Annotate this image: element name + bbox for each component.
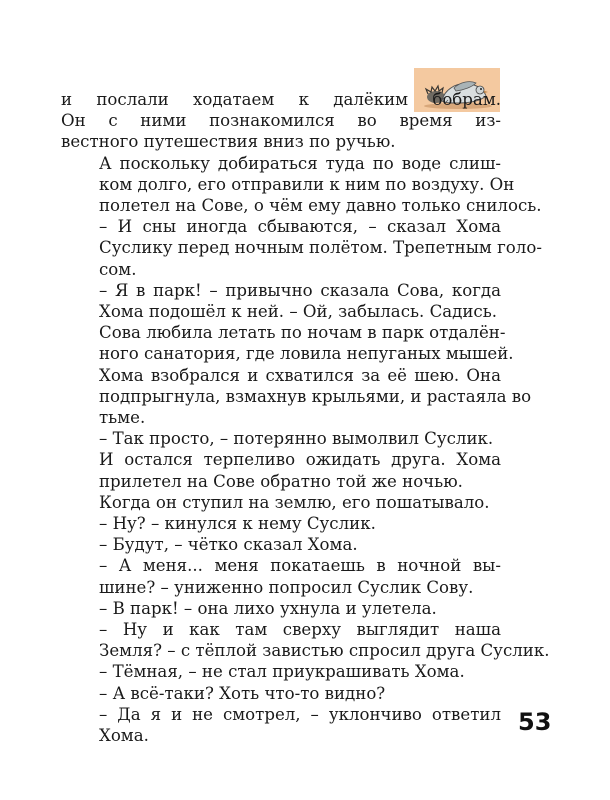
text-line: тьме. [99, 408, 146, 428]
paragraph [61, 683, 501, 704]
text-line: Хома взобрался и схватился за её шею. Она [99, 365, 501, 385]
text-line: подпрыгнула, взмахнув крыльями, и растаяла во [99, 386, 532, 406]
text-line: Он с ними познакомился во время из- [61, 111, 501, 131]
text-line: А поскольку добираться туда по воде слиш- [99, 153, 501, 173]
text-line: Сова любила летать по ночам в парк отдалён- [99, 323, 506, 343]
text-line: И остался терпеливо ожидать друга. Хома [99, 450, 501, 470]
paragraph [61, 449, 501, 491]
text-line: прилетел на Сове обратно той же ночью. [99, 471, 463, 491]
paragraph [61, 619, 550, 661]
text-line: Земля? – с тёплой завистью спросил друга Суслик. [99, 641, 550, 661]
paragraph [61, 153, 542, 217]
text-line: – Ну? – кинулся к нему Суслик. [99, 514, 376, 534]
text-line: – А меня... меня покатаешь в ночной вы- [99, 556, 501, 576]
text-line: – Да я и не смотрел, – уклончиво ответил [99, 704, 501, 724]
paragraph [61, 365, 532, 429]
paragraph [61, 704, 501, 746]
text-line: – Я в парк! – привычно сказала Сова, когда [99, 280, 501, 300]
text-line: – Так просто, – потерянно вымолвил Суслик. [99, 429, 494, 449]
paragraph [61, 492, 501, 513]
paragraph [61, 534, 501, 555]
paragraph [61, 555, 501, 597]
paragraph [61, 513, 501, 534]
text-line: Когда он ступил на землю, его пошатывало. [99, 492, 490, 512]
paragraph [61, 322, 514, 364]
text-line: – Будут, – чётко сказал Хома. [99, 535, 358, 555]
text-line: шине? – униженно попросил Суслик Сову. [99, 577, 474, 597]
paragraph [61, 598, 501, 619]
text-line: сом. [99, 259, 137, 279]
text-line: ком долго, его отправили к ним по воздуху. Он [99, 174, 515, 194]
paragraph [61, 428, 501, 449]
text-line: – В парк! – она лихо ухнула и улетела. [99, 598, 437, 618]
paragraph [61, 280, 501, 322]
text-line: Хома. [99, 726, 149, 746]
text-line: – И сны иногда сбываются, – сказал Хома [99, 217, 501, 237]
paragraph [61, 89, 501, 153]
paragraph [61, 661, 501, 682]
paragraph [61, 216, 542, 280]
text-line: – А всё-таки? Хоть что-то видно? [99, 683, 386, 703]
text-line: полетел на Сове, о чём ему давно только снилось. [99, 196, 542, 216]
text-line: – Тёмная, – не стал приукрашивать Хома. [99, 662, 465, 682]
text-line: и послали ходатаем к далёким бобрам. [61, 90, 501, 109]
text-line: ного санатория, где ловила непуганых мышей. [99, 344, 514, 364]
page-number: 53 [518, 708, 552, 736]
text-line: Хома подошёл к ней. – Ой, забылась. Садись. [99, 302, 498, 322]
text-line: Суслику перед ночным полётом. Трепетным голо- [99, 238, 542, 258]
text-line: – Ну и как там сверху выглядит наша [99, 620, 501, 640]
text-line: вестного путешествия вниз по ручью. [61, 132, 396, 152]
